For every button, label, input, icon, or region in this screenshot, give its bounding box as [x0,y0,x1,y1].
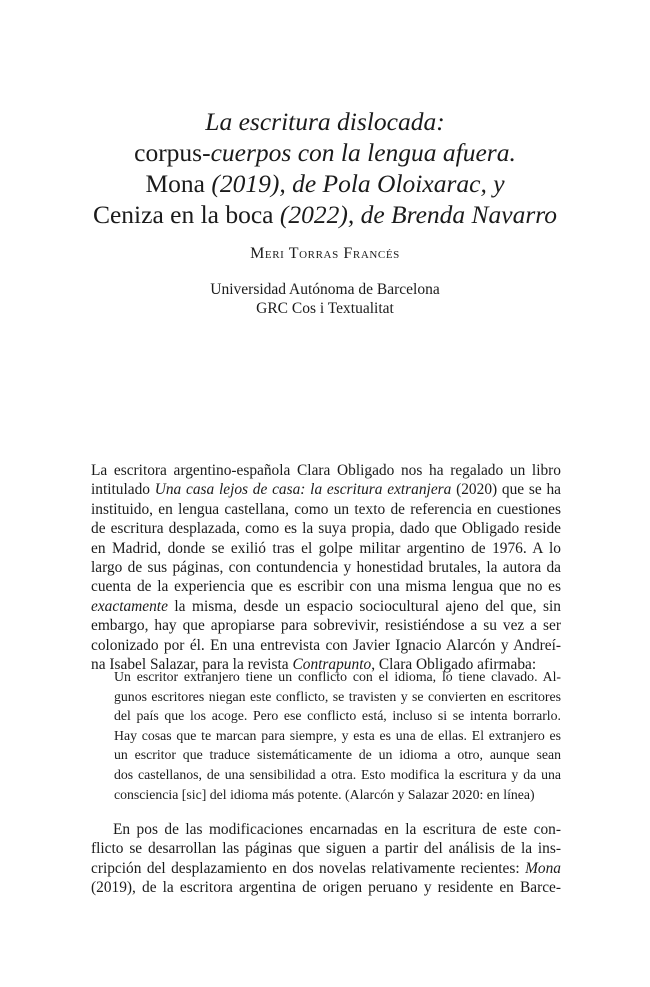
affiliation-university: Universidad Autónoma de Barcelona [210,281,440,298]
text-run: na Isabel Salazar, para la revista [91,656,293,674]
paragraph-2-line: En pos de las modificaciones encarnadas en la escritura de este con- [113,821,561,838]
paragraph-2 [91,820,561,898]
quote-line: del país que los acoge. Pero ese conflicto está, incluso si se intenta borrarlo. [114,708,561,724]
title-line-4-roman: Ceniza en la boca [92,200,280,229]
article-title [60,106,590,230]
paragraph-2-line: flicto se desarrollan las páginas que siguen a partir del análisis de la ins- [91,840,561,858]
title-line-2 [60,137,590,168]
paragraph-1-line: instituido, en lengua castellana, como un texto de referencia en cuestiones [91,500,561,518]
quote-line: dos castellanos, de una sensibilidad a otra. Esto modifica la escritura y da una [114,766,561,782]
paragraph-1-line [91,480,561,499]
text-run: cripción del desplazamiento en dos novelas relativamente recientes: [91,859,526,877]
journal-title: Contrapunto [292,656,372,674]
title-line-1: La escritura dislocada: [205,107,445,136]
text-run: intitulado [91,481,155,499]
paragraph-1 [91,461,561,674]
title-line-2-roman: corpus- [134,138,211,167]
text-run: (2020) que se ha [451,481,561,499]
affiliation [60,280,590,318]
paragraph-2-line [91,859,561,878]
paragraph-1-line: embargo, hay que apropiarse para sobrevivir, resistiéndose a su vez a ser [91,617,561,635]
quote-line: consciencia [sic] del idioma más potente. (Alarcón y Salazar 2020: en línea) [114,786,535,802]
block-quote [114,667,561,804]
title-line-3-italic: (2019), de Pola Oloixarac, y [211,169,505,198]
title-line-3 [60,168,590,199]
book-title: Una casa lejos de casa: la escritura extranjera [154,481,452,499]
title-line-2-italic: cuerpos con la lengua afuera. [210,138,516,167]
paragraph-1-line: cuenta de la experiencia que es escribir con una misma lengua que no es [91,578,561,596]
paragraph-1-line: en Madrid, donde se exilió tras el golpe militar argentino de 1976. A lo [91,539,561,557]
paragraph-1-line: colonizado por él. En una entrevista con Javier Ignacio Alarcón y Andreí- [91,636,561,654]
paragraph-1-line: largo de sus páginas, con contundencia y honestidad brutales, la autora da [91,559,561,577]
novel-title: Mona [525,859,561,877]
paragraph-1-line: de escritura desplazada, como es la suya propia, dado que Obligado reside [91,520,561,538]
affiliation-group: GRC Cos i Textualitat [256,300,394,317]
paragraph-1-line: La escritora argentino-española Clara Obligado nos ha regalado un libro [91,462,561,479]
text-run: , Clara Obligado afirmaba: [371,656,537,674]
quote-line: Un escritor extranjero tiene un conflicto con el idioma, lo tiene clavado. Al- [114,669,561,684]
title-line-4 [60,199,590,230]
paragraph-1-line [91,597,561,616]
text-run: la misma, desde un espacio sociocultural ajeno del que, sin [167,597,561,615]
quote-line: un escritor que traduce sistemáticamente de un idioma a otro, aunque sean [114,747,561,763]
title-line-4-italic: (2022), de Brenda Navarro [279,200,558,229]
emphasis: exactamente [91,597,168,615]
quote-line: gunos escritores niegan este conflicto, se travisten y se convierten en escritores [114,688,561,704]
title-line-3-roman: Mona [145,169,212,198]
quote-line: Hay cosas que te marcan para siempre, y esta es una de ellas. El extranjero es [114,727,561,743]
author-name: Meri Torras Francés [250,245,400,262]
paragraph-2-line: (2019), de la escritora argentina de origen peruano y residente en Barce- [91,879,561,897]
